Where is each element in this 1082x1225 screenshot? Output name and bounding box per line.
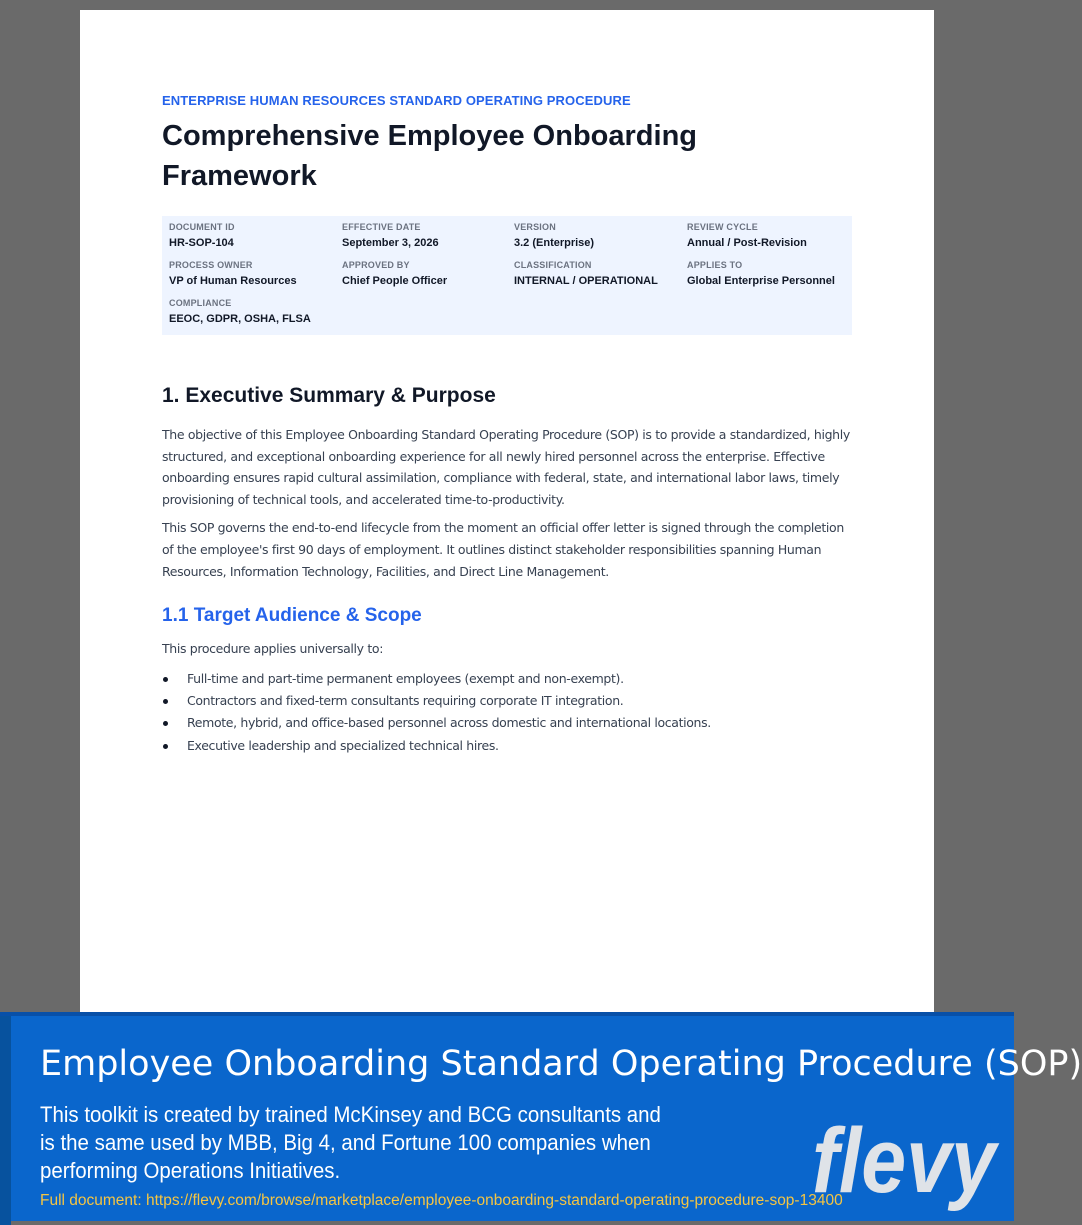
meta-label: VERSION [514, 222, 556, 232]
bullet-icon [163, 744, 168, 749]
meta-effective-date [342, 222, 514, 251]
bullet-icon [163, 721, 168, 726]
meta-label: DOCUMENT ID [169, 222, 235, 232]
document-eyebrow: ENTERPRISE HUMAN RESOURCES STANDARD OPERATING PROCEDURE [162, 93, 631, 108]
flevy-logo [810, 1110, 1000, 1212]
meta-label: CLASSIFICATION [514, 260, 592, 270]
meta-approved-by [342, 260, 514, 289]
meta-value: 3.2 (Enterprise) [514, 237, 595, 249]
banner-description: This toolkit is created by trained McKinsey and BCG consultants and is the same used by MBB, Big 4, and Fortune 100 companies when performing Operations Initiatives. [40, 1102, 661, 1183]
paragraph: The objective of this Employee Onboarding Standard Operating Procedure (SOP) is to provide a standardized, highly structured, and exceptional onboarding experience for all newly hired personnel across the enterprise. Effective onboarding ensures rapid cultural assimilation, compliance with federal, state, and international labor laws, timely provisioning of technical tools, and accelerated time-to-productivity. [162, 427, 850, 507]
meta-label: APPLIES TO [687, 260, 743, 270]
bullet-icon [163, 677, 168, 682]
list-item-text: Executive leadership and specialized technical hires. [187, 737, 499, 753]
meta-label: REVIEW CYCLE [687, 222, 758, 232]
document-content [162, 94, 852, 757]
meta-value: Annual / Post-Revision [687, 237, 807, 249]
meta-value: INTERNAL / OPERATIONAL [514, 275, 658, 287]
list-item-text: Remote, hybrid, and office-based personnel across domestic and international locations. [187, 715, 711, 731]
meta-applies-to [687, 260, 845, 289]
section-heading-executive-summary: 1. Executive Summary & Purpose [162, 384, 496, 407]
document-title: Comprehensive Employee Onboarding Framework [162, 120, 697, 192]
meta-process-owner [169, 260, 342, 289]
meta-version [514, 222, 687, 251]
meta-value: Global Enterprise Personnel [687, 275, 835, 287]
meta-label: APPROVED BY [342, 260, 410, 270]
list-item [162, 668, 852, 690]
meta-value: Chief People Officer [342, 275, 448, 287]
paragraph: This procedure applies universally to: [162, 641, 384, 657]
meta-compliance [169, 298, 342, 327]
full-document-link[interactable]: Full document: https://flevy.com/browse/marketplace/employee-onboarding-standard-operating-procedure-sop-13400 [40, 1192, 843, 1209]
subsection-heading-target-audience: 1.1 Target Audience & Scope [162, 605, 422, 627]
meta-value: HR-SOP-104 [169, 237, 234, 249]
logo-wordmark: flevy [812, 1110, 1000, 1212]
document-page [80, 10, 934, 1013]
meta-review-cycle [687, 222, 845, 251]
list-item [162, 690, 852, 712]
banner-title: Employee Onboarding Standard Operating Procedure (SOP) [40, 1044, 1082, 1084]
meta-document-id [169, 222, 342, 251]
bullet-list [162, 668, 852, 757]
meta-value: September 3, 2026 [342, 237, 439, 249]
meta-label: COMPLIANCE [169, 298, 232, 308]
meta-value: EEOC, GDPR, OSHA, FLSA [169, 313, 311, 325]
bullet-icon [163, 699, 168, 704]
meta-value: VP of Human Resources [169, 275, 297, 287]
list-item [162, 735, 852, 757]
paragraph: This SOP governs the end-to-end lifecycle from the moment an official offer letter is signed through the completion of the employee's first 90 days of employment. It outlines distinct stakeholder responsibilities spanning Human Resources, Information Technology, Facilities, and Direct Line Management. [162, 520, 844, 579]
meta-classification [514, 260, 687, 289]
meta-label: PROCESS OWNER [169, 260, 253, 270]
metadata-table [162, 216, 852, 335]
list-item [162, 712, 852, 734]
list-item-text: Full-time and part-time permanent employees (exempt and non-exempt). [187, 670, 624, 686]
meta-label: EFFECTIVE DATE [342, 222, 421, 232]
list-item-text: Contractors and fixed-term consultants requiring corporate IT integration. [187, 693, 624, 709]
banner-edge [0, 1016, 11, 1225]
promo-banner [0, 1012, 1082, 1221]
